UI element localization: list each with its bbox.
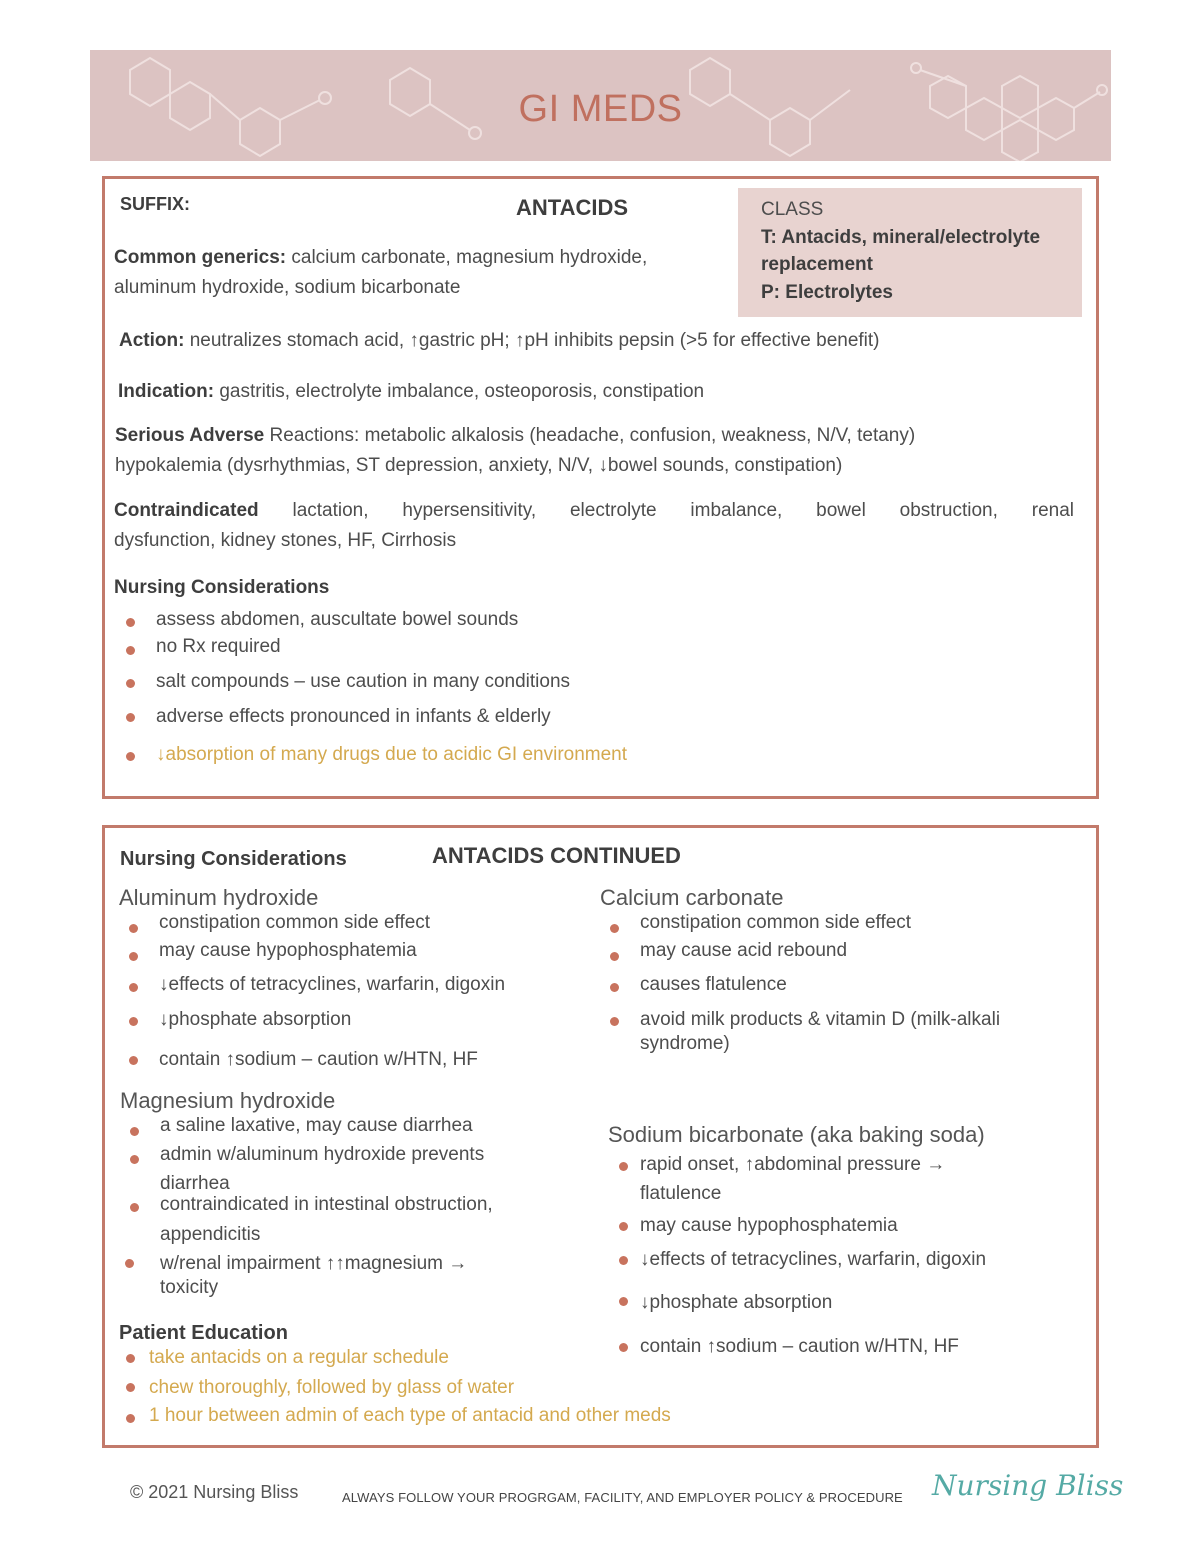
- list-item: ↓absorption of many drugs due to acidic GI environment: [156, 744, 628, 765]
- list-item: contain ↑sodium – caution w/HTN, HF: [640, 1336, 959, 1357]
- list-item: w/renal impairment ↑↑magnesium →: [160, 1253, 468, 1274]
- list-item: may cause hypophosphatemia: [159, 940, 417, 961]
- magnesium-title: Magnesium hydroxide: [120, 1088, 336, 1113]
- bullet-icon: [126, 646, 135, 655]
- bullet-icon: [126, 618, 135, 627]
- bullet-icon: [619, 1343, 628, 1352]
- adverse-line-cont: hypokalemia (dysrhythmias, ST depression, anxiety, N/V, ↓bowel sounds, constipation): [115, 455, 843, 476]
- sodium-title: Sodium bicarbonate (aka baking soda): [608, 1122, 985, 1147]
- list-item: salt compounds – use caution in many conditions: [156, 671, 571, 692]
- header-banner: [90, 50, 1111, 161]
- indication-line: Indication: gastritis, electrolyte imbalance, osteoporosis, constipation: [118, 381, 705, 402]
- list-item: adverse effects pronounced in infants & elderly: [156, 706, 551, 727]
- continued-nursing-heading: Nursing Considerations: [120, 848, 347, 870]
- bullet-icon: [129, 1056, 138, 1065]
- bullet-icon: [126, 752, 135, 761]
- list-item: a saline laxative, may cause diarrhea: [160, 1115, 473, 1136]
- bullet-icon: [125, 1259, 134, 1268]
- bullet-icon: [610, 952, 619, 961]
- bullet-icon: [619, 1222, 628, 1231]
- bullet-icon: [619, 1297, 628, 1306]
- list-item: assess abdomen, auscultate bowel sounds: [156, 609, 519, 630]
- copyright: © 2021 Nursing Bliss: [130, 1482, 299, 1502]
- bullet-icon: [130, 1203, 139, 1212]
- list-item: avoid milk products & vitamin D (milk-alkali: [640, 1009, 1001, 1030]
- patient-education-heading: Patient Education: [119, 1322, 288, 1344]
- bullet-icon: [610, 983, 619, 992]
- bullet-icon: [130, 1155, 139, 1164]
- list-item: may cause acid rebound: [640, 940, 848, 961]
- list-item: constipation common side effect: [640, 912, 912, 933]
- class-pharmacologic: P: Electrolytes: [761, 282, 893, 303]
- list-item-cont: diarrhea: [160, 1173, 230, 1194]
- list-item: constipation common side effect: [159, 912, 431, 933]
- common-generics-cont: aluminum hydroxide, sodium bicarbonate: [114, 277, 461, 298]
- nursing-heading: Nursing Considerations: [114, 577, 330, 598]
- bullet-icon: [126, 1414, 135, 1423]
- bullet-icon: [130, 1127, 139, 1136]
- list-item: causes flatulence: [640, 974, 787, 995]
- list-item: ↓effects of tetracyclines, warfarin, digoxin: [640, 1249, 987, 1270]
- bullet-icon: [619, 1162, 628, 1171]
- list-item: take antacids on a regular schedule: [149, 1347, 449, 1368]
- contraindicated-line-cont: dysfunction, kidney stones, HF, Cirrhosis: [114, 530, 457, 551]
- adverse-line: Serious Adverse Reactions: metabolic alkalosis (headache, confusion, weakness, N/V, tetany): [115, 425, 916, 446]
- brand-logo: Nursing Bliss: [932, 1469, 1124, 1502]
- list-item: chew thoroughly, followed by glass of water: [149, 1377, 515, 1398]
- suffix-label: SUFFIX:: [120, 194, 190, 214]
- class-therapeutic: T: Antacids, mineral/electrolyte: [761, 227, 1041, 248]
- list-item: contraindicated in intestinal obstruction,: [160, 1194, 493, 1215]
- list-item: ↓phosphate absorption: [159, 1009, 352, 1030]
- bullet-icon: [129, 952, 138, 961]
- bullet-icon: [126, 713, 135, 722]
- list-item: may cause hypophosphatemia: [640, 1215, 898, 1236]
- antacids-heading: ANTACIDS: [516, 195, 629, 220]
- list-item: rapid onset, ↑abdominal pressure →: [640, 1154, 946, 1175]
- bullet-icon: [610, 924, 619, 933]
- continued-heading: ANTACIDS CONTINUED: [432, 843, 681, 868]
- bullet-icon: [126, 1383, 135, 1392]
- list-item-cont: toxicity: [160, 1277, 219, 1298]
- action-line: Action: neutralizes stomach acid, ↑gastric pH; ↑pH inhibits pepsin (>5 for effective benefit): [119, 330, 880, 351]
- bullet-icon: [126, 1354, 135, 1363]
- page-title: GI MEDS: [518, 88, 683, 130]
- list-item-cont: flatulence: [640, 1183, 722, 1204]
- policy-notice: ALWAYS FOLLOW YOUR PROGRGAM, FACILITY, AND EMPLOYER POLICY & PROCEDURE: [342, 1490, 903, 1505]
- class-therapeutic-cont: replacement: [761, 254, 873, 275]
- list-item: ↓phosphate absorption: [640, 1292, 833, 1313]
- list-item: no Rx required: [156, 636, 281, 657]
- list-item: ↓effects of tetracyclines, warfarin, digoxin: [159, 974, 506, 995]
- calcium-title: Calcium carbonate: [600, 885, 784, 910]
- list-item: 1 hour between admin of each type of antacid and other meds: [149, 1405, 671, 1426]
- list-item-cont: appendicitis: [160, 1224, 261, 1245]
- contraindicated-line: Contraindicated lactation, hypersensitivity, electrolyte imbalance, bowel obstruction, renal: [114, 500, 1074, 521]
- class-title: CLASS: [761, 199, 824, 220]
- bullet-icon: [126, 679, 135, 688]
- list-item: contain ↑sodium – caution w/HTN, HF: [159, 1049, 478, 1070]
- bullet-icon: [129, 983, 138, 992]
- common-generics: Common generics: calcium carbonate, magnesium hydroxide,: [114, 247, 648, 268]
- list-item-cont: syndrome): [640, 1033, 730, 1054]
- aluminum-title: Aluminum hydroxide: [119, 885, 319, 910]
- bullet-icon: [610, 1017, 619, 1026]
- bullet-icon: [619, 1256, 628, 1265]
- bullet-icon: [129, 924, 138, 933]
- bullet-icon: [129, 1017, 138, 1026]
- list-item: admin w/aluminum hydroxide prevents: [160, 1144, 485, 1165]
